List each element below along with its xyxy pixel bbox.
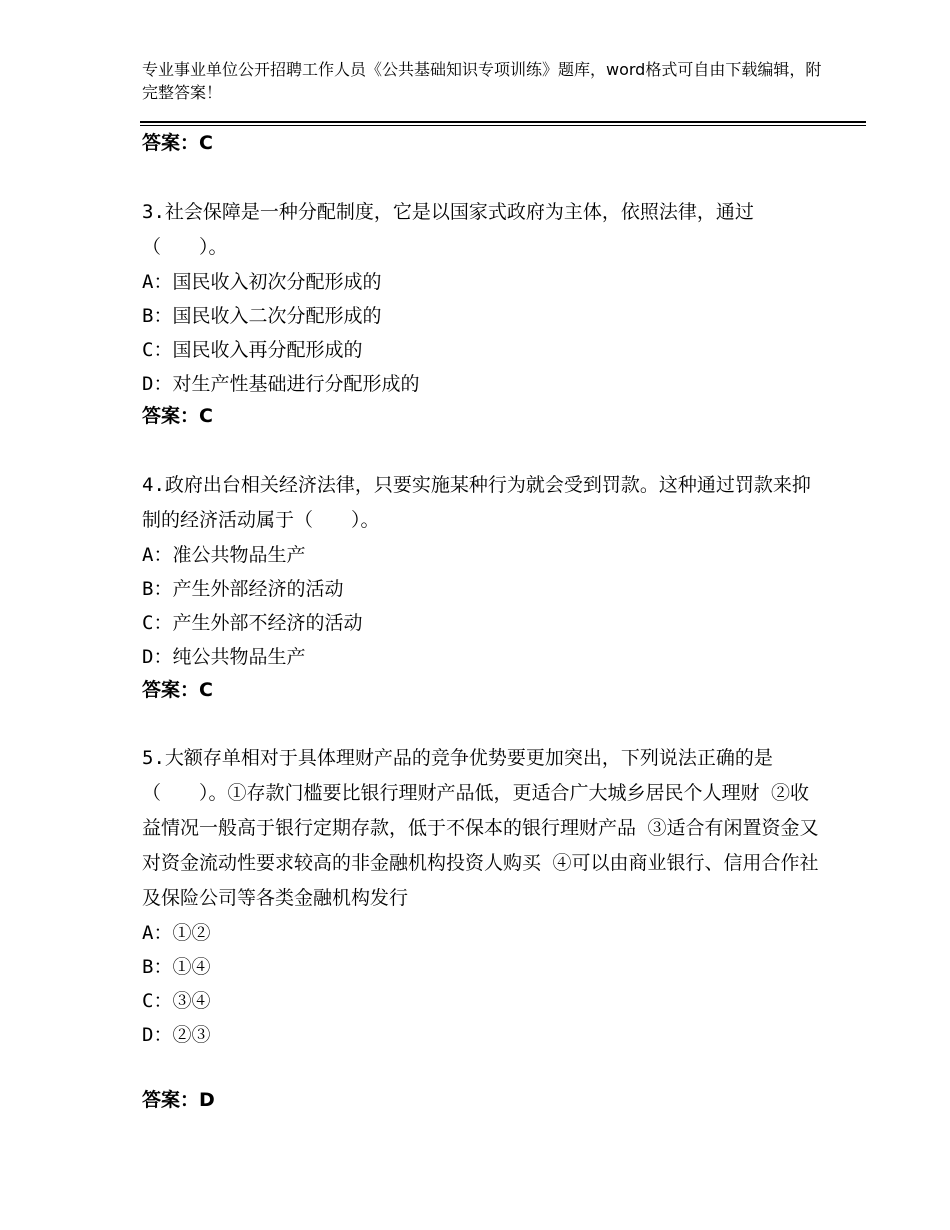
option-c: C：产生外部不经济的活动 bbox=[142, 612, 363, 634]
option-c: C：③④ bbox=[142, 990, 211, 1012]
header-divider-thin bbox=[140, 125, 866, 126]
question-5 bbox=[142, 741, 822, 1052]
question-stem: 4.政府出台相关经济法律，只要实施某种行为就会受到罚款。这种通过罚款来抑制的经济活动属于（ ）。 bbox=[142, 474, 811, 531]
question-3 bbox=[142, 195, 822, 401]
answer-line: 答案：C bbox=[142, 679, 213, 701]
option-c: C：国民收入再分配形成的 bbox=[142, 339, 363, 361]
header-divider bbox=[140, 121, 866, 123]
option-a: A：①② bbox=[142, 922, 211, 944]
option-b: B：产生外部经济的活动 bbox=[142, 578, 344, 600]
question-4 bbox=[142, 468, 822, 674]
question-stem: 5.大额存单相对于具体理财产品的竞争优势要更加突出，下列说法正确的是（ ）。①存款门槛要比银行理财产品低，更适合广大城乡居民个人理财 ②收益情况一般高于银行定期存款，低于不保本的银行理财产品 ③适合有闲置资金又对资金流动性要求较高的非金融机构投资人购买 ④可以由商业银行、信用合作社及保险公司等各类金融机构发行 bbox=[142, 747, 819, 909]
option-d: D：纯公共物品生产 bbox=[142, 646, 306, 668]
question-stem: 3.社会保障是一种分配制度，它是以国家式政府为主体，依照法律，通过（ ）。 bbox=[142, 201, 754, 258]
option-a: A：准公共物品生产 bbox=[142, 544, 306, 566]
option-d: D：②③ bbox=[142, 1024, 211, 1046]
option-b: B：①④ bbox=[142, 956, 211, 978]
page-header: 专业事业单位公开招聘工作人员《公共基础知识专项训练》题库，word格式可自由下载编辑，附完整答案！ bbox=[142, 60, 822, 102]
answer-line: 答案：C bbox=[142, 132, 213, 154]
answer-line: 答案：D bbox=[142, 1089, 215, 1111]
option-d: D：对生产性基础进行分配形成的 bbox=[142, 373, 420, 395]
answer-line: 答案：C bbox=[142, 405, 213, 427]
option-a: A：国民收入初次分配形成的 bbox=[142, 271, 382, 293]
option-b: B：国民收入二次分配形成的 bbox=[142, 305, 382, 327]
